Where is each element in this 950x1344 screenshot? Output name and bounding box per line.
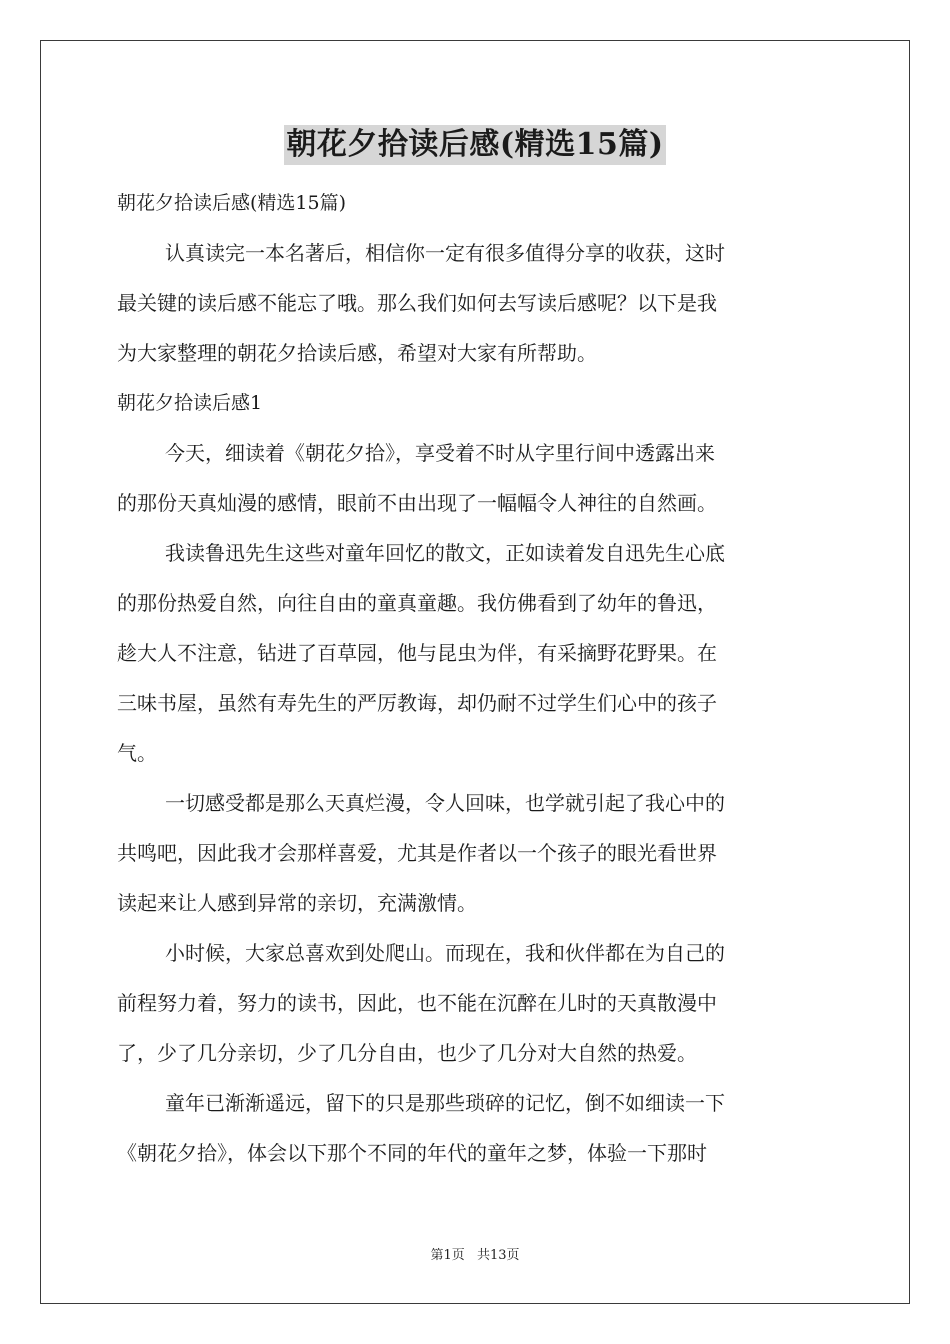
- text-line: 小时候，大家总喜欢到处爬山。而现在，我和伙伴都在为自己的: [165, 941, 725, 965]
- text-line: 《朝花夕拾》，体会以下那个不同的年代的童年之梦，体验一下那时: [117, 1141, 707, 1165]
- paragraph-4: [117, 928, 833, 1078]
- text-line: 了，少了几分亲切，少了几分自由，也少了几分对大自然的热爱。: [117, 1041, 697, 1065]
- intro-paragraph: [117, 228, 833, 378]
- text-line: 认真读完一本名著后，相信你一定有很多值得分享的收获，这时: [165, 241, 725, 265]
- text-line: 今天，细读着《朝花夕拾》，享受着不时从字里行间中透露出来: [165, 441, 715, 465]
- section-heading: 朝花夕拾读后感1: [117, 392, 263, 414]
- page-number: 第1页: [430, 1248, 465, 1263]
- text-line: 的那份天真灿漫的感情，眼前不由出现了一幅幅令人神往的自然画。: [117, 491, 717, 515]
- title-block: [117, 120, 833, 178]
- text-line: 前程努力着，努力的读书，因此，也不能在沉醉在儿时的天真散漫中: [117, 991, 717, 1015]
- document-title: 朝花夕拾读后感(精选15篇): [284, 125, 665, 165]
- text-line: 共鸣吧，因此我才会那样喜爱，尤其是作者以一个孩子的眼光看世界: [117, 841, 717, 865]
- text-line: 气。: [117, 741, 157, 765]
- text-line: 趁大人不注意，钻进了百草园，他与昆虫为伴，有采摘野花野果。在: [117, 641, 717, 665]
- text-line: 三味书屋，虽然有寿先生的严厉教诲，却仍耐不过学生们心中的孩子: [117, 691, 717, 715]
- page-total: 共13页: [476, 1248, 520, 1263]
- paragraph-3: [117, 778, 833, 928]
- text-line: 的那份热爱自然，向往自由的童真童趣。我仿佛看到了幼年的鲁迅，: [117, 591, 717, 615]
- document-subtitle: 朝花夕拾读后感(精选15篇): [117, 192, 347, 214]
- paragraph-5: [117, 1078, 833, 1178]
- text-line: 读起来让人感到异常的亲切，充满激情。: [117, 891, 477, 915]
- paragraph-2: [117, 528, 833, 778]
- text-line: 童年已渐渐遥远，留下的只是那些琐碎的记忆，倒不如细读一下: [165, 1091, 725, 1115]
- document-body: [117, 120, 833, 1178]
- page-footer: [0, 1244, 950, 1263]
- paragraph-1: [117, 428, 833, 528]
- text-line: 我读鲁迅先生这些对童年回忆的散文，正如读着发自迅先生心底: [165, 541, 725, 565]
- text-line: 一切感受都是那么天真烂漫，令人回味，也学就引起了我心中的: [165, 791, 725, 815]
- text-line: 为大家整理的朝花夕拾读后感，希望对大家有所帮助。: [117, 341, 597, 365]
- text-line: 最关键的读后感不能忘了哦。那么我们如何去写读后感呢？以下是我: [117, 291, 717, 315]
